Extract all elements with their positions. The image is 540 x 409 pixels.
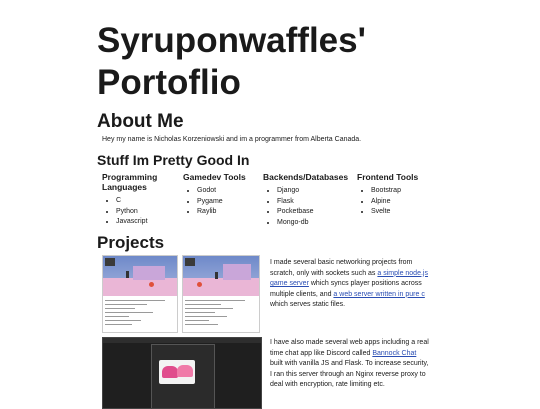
networking-projects-text: I made several basic networking projects from scratch, only with sockets such as a simple node.js game server which syncs player positions across multiple clients, and a web server written in pure c which serves static files. — [270, 259, 428, 308]
skill-column-title: Backends/Databases — [263, 172, 349, 182]
c-web-server-link[interactable]: a web server written in pure c — [333, 290, 425, 298]
skills-heading: Stuff Im Pretty Good In — [97, 152, 250, 168]
list-item: • Bootstrap — [371, 186, 437, 197]
list-item: • Godot — [197, 186, 263, 197]
list-item: • C — [116, 196, 172, 207]
skill-column-title: Frontend Tools — [357, 172, 419, 182]
game-server-screenshot-2 — [182, 255, 260, 333]
list-item: • Raylib — [197, 207, 263, 218]
projects-heading: Projects — [97, 233, 165, 252]
page-title: Syruponwaffles' Portoflio — [97, 21, 366, 102]
node-game-server-link[interactable]: a simple node.js game server — [270, 269, 428, 287]
skill-column-frontend — [357, 172, 437, 218]
list-item: • Pocketbase — [277, 207, 355, 218]
skill-column-title: Gamedev Tools — [183, 172, 246, 182]
game-server-screenshot-1 — [102, 255, 178, 333]
list-item: • Python — [116, 207, 172, 218]
web-apps-text: I have also made several web apps including a real time chat app like Discord called Bannock Chat built with vanilla JS and Flask. To increase security, I ran this server through an Nginx reverse proxy to deal with encryption, rate limiting etc. — [270, 339, 429, 388]
skill-column-gamedev — [183, 172, 263, 218]
list-item: • Alpine — [371, 197, 437, 208]
list-item: • Flask — [277, 197, 355, 208]
list-item: • Django — [277, 186, 355, 197]
list-item: • Pygame — [197, 197, 263, 208]
skill-column-backends — [263, 172, 355, 228]
list-item: • Svelte — [371, 207, 437, 218]
list-item: • Mongo-db — [277, 218, 355, 229]
skill-column-title: Programming Languages — [102, 172, 158, 192]
about-text: Hey my name is Nicholas Korzeniowski and im a programmer from Alberta Canada. — [102, 136, 362, 143]
skill-column-languages — [102, 172, 172, 228]
bannock-chat-link[interactable]: Bannock Chat — [372, 349, 417, 357]
about-heading: About Me — [97, 111, 184, 132]
bannock-chat-screenshot — [102, 337, 262, 409]
list-item: • Javascript — [116, 217, 172, 228]
